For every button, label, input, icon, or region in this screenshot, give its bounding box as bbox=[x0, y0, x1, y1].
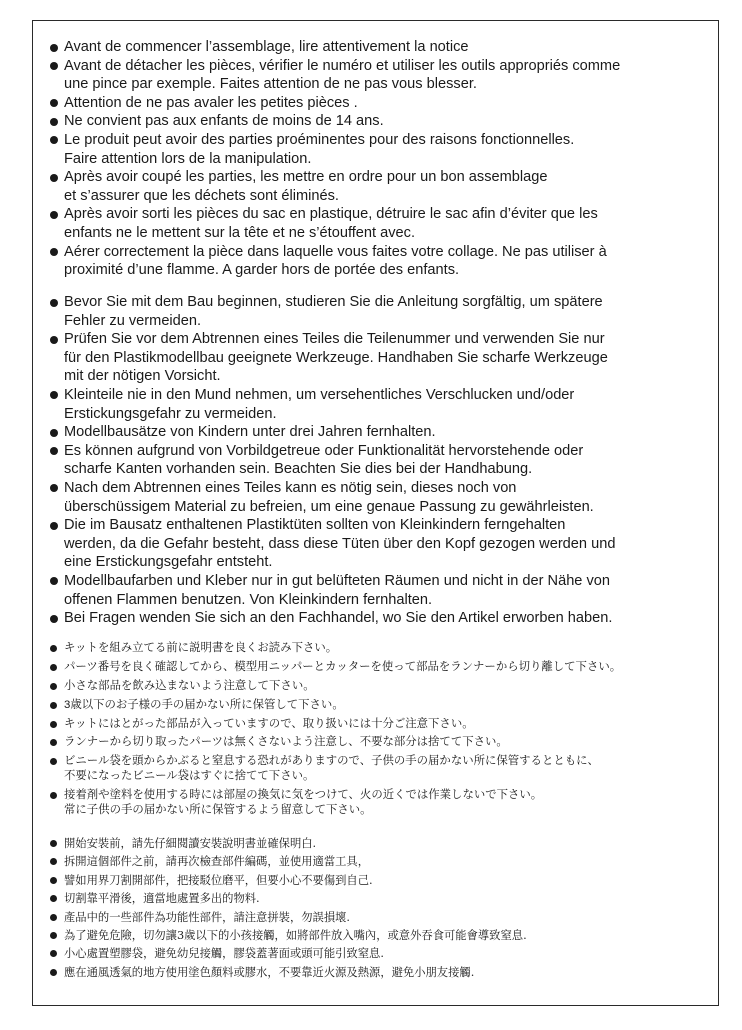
warning-text: Avant de détacher les pièces, vérifier le numéro et utiliser les outils appropriés comme une pince par exemple. Faites attention de ne pas vous blesser. bbox=[64, 57, 621, 93]
warning-item bbox=[50, 873, 712, 888]
bullet-icon bbox=[50, 99, 58, 107]
warning-text: 小さな部品を飲み込まないよう注意して下さい。 bbox=[64, 679, 315, 692]
warning-text: 應在通風透氣的地方使用塗色顏料或膠水，不要靠近火源及熱源，避免小朋友接觸. bbox=[64, 965, 475, 979]
warning-item bbox=[50, 965, 712, 980]
bullet-icon bbox=[50, 615, 58, 623]
bullet-icon bbox=[50, 950, 57, 957]
bullet-icon bbox=[50, 932, 57, 939]
bullet-icon bbox=[50, 62, 58, 70]
warning-item bbox=[50, 293, 712, 330]
warning-text: Modellbaufarben und Kleber nur in gut belüfteten Räumen und nicht in der Nähe von offenen Flammen benutzen. Von Kleinkindern fernhalten. bbox=[64, 572, 611, 608]
bullet-icon bbox=[50, 484, 58, 492]
warning-item bbox=[50, 38, 712, 57]
warning-text: 拆開這個部件之前，請再次檢查部件編碼，並使用適當工具， bbox=[64, 855, 370, 869]
bullet-icon bbox=[50, 858, 57, 865]
warning-text: Bei Fragen wenden Sie sich an den Fachhandel, wo Sie den Artikel erworben haben. bbox=[64, 610, 613, 627]
bullet-icon bbox=[50, 211, 58, 219]
warning-text: Prüfen Sie vor dem Abtrennen eines Teiles die Teilenummer und verwenden Sie nur für den Plastikmodellbau geeignete Werkzeuge. Handhaben Sie scharfe Werkzeuge mit der nötigen Vorsicht. bbox=[64, 331, 608, 385]
warning-text: ビニール袋を頭からかぶると窒息する恐れがありますので、子供の手の届かない所に保管するとともに、 不要になったビニール袋はすぐに捨てて下さい。 bbox=[64, 755, 599, 783]
warning-item bbox=[50, 479, 712, 516]
warning-text: Ne convient pas aux enfants de moins de 14 ans. bbox=[64, 113, 384, 130]
bullet-icon bbox=[50, 248, 58, 256]
warning-item bbox=[50, 735, 712, 750]
warning-item bbox=[50, 910, 712, 925]
warning-text: Die im Bausatz enthaltenen Plastiktüten sollten von Kleinkindern ferngehalten werden, da die Gefahr besteht, dass diese Tüten über den Kopf gezogen werden und eine Erstickungsgefahr entsteht. bbox=[64, 517, 616, 571]
warning-text: Après avoir coupé les parties, les mettre en ordre pour un bon assemblage et s’assurer que les déchets sont éliminés. bbox=[64, 169, 548, 204]
bullet-icon bbox=[50, 44, 58, 52]
bullet-icon bbox=[50, 429, 58, 437]
warning-text: Aérer correctement la pièce dans laquelle vous faites votre collage. Ne pas utiliser à proximité d’une flamme. A garder hors de portée des enfants. bbox=[64, 243, 607, 279]
warning-item bbox=[50, 112, 712, 131]
bullet-icon bbox=[50, 299, 58, 307]
bullet-icon bbox=[50, 136, 58, 144]
bullet-icon bbox=[50, 118, 58, 126]
bullet-icon bbox=[50, 522, 58, 530]
warning-text: 小心處置塑膠袋，避免幼兒接觸，膠袋蓋著面或頭可能引致窒息. bbox=[64, 947, 384, 961]
chinese-warnings bbox=[50, 836, 712, 983]
warning-text: 3歳以下のお子様の手の届かない所に保管して下さい。 bbox=[64, 698, 344, 711]
bullet-icon bbox=[50, 664, 57, 671]
bullet-icon bbox=[50, 792, 57, 799]
warning-text: Nach dem Abtrennen eines Teiles kann es nötig sein, dieses noch von überschüssigem Material zu befreien, um eine genaue Passung zu gewährleisten. bbox=[64, 479, 594, 515]
warning-item bbox=[50, 572, 712, 609]
warning-text: 譬如用界刀割開部件，把接駁位磨平，但要小心不要傷到自己. bbox=[64, 873, 373, 887]
warning-text: Attention de ne pas avaler les petites pièces . bbox=[64, 94, 358, 111]
warning-item bbox=[50, 386, 712, 423]
bullet-icon bbox=[50, 758, 57, 765]
german-warnings bbox=[50, 293, 712, 628]
warning-item bbox=[50, 131, 712, 168]
bullet-icon bbox=[50, 447, 58, 455]
warning-text: 產品中的一些部件為功能性部件，請注意拼裝，勿誤損壞. bbox=[64, 910, 351, 924]
warning-item bbox=[50, 788, 712, 818]
warning-item bbox=[50, 168, 712, 205]
warning-item bbox=[50, 243, 712, 280]
warning-text: 為了避免危險，切勿讓3歲以下的小孩接觸，如將部件放入嘴內，或意外吞食可能會導致窒息. bbox=[64, 928, 527, 942]
warning-item bbox=[50, 330, 712, 386]
french-warnings bbox=[50, 38, 712, 280]
warning-item bbox=[50, 928, 712, 943]
warning-item bbox=[50, 717, 712, 732]
bullet-icon bbox=[50, 877, 57, 884]
bullet-icon bbox=[50, 645, 57, 652]
warning-text: 接着剤や塗料を使用する時には部屋の換気に気をつけて、火の近くでは作業しないで下さい。 常に子供の手の届かない所に保管するよう留意して下さい。 bbox=[64, 789, 543, 817]
warning-text: 切割靠平滑後，適當地處置多出的物料. bbox=[64, 892, 260, 906]
warning-item bbox=[50, 660, 712, 675]
bullet-icon bbox=[50, 914, 57, 921]
warning-text: Kleinteile nie in den Mund nehmen, um versehentliches Verschlucken und/oder Erstickungsgefahr zu vermeiden. bbox=[64, 386, 575, 422]
warning-text: Avant de commencer l’assemblage, lire attentivement la notice bbox=[64, 39, 469, 55]
warning-item bbox=[50, 516, 712, 572]
bullet-icon bbox=[50, 895, 57, 902]
bullet-icon bbox=[50, 702, 57, 709]
bullet-icon bbox=[50, 969, 57, 976]
warning-item bbox=[50, 698, 712, 713]
warning-text: キットにはとがった部品が入っていますので、取り扱いには十分ご注意下さい。 bbox=[64, 717, 474, 730]
warning-item bbox=[50, 679, 712, 694]
warning-item bbox=[50, 836, 712, 851]
bullet-icon bbox=[50, 336, 58, 344]
warning-text: ランナーから切り取ったパーツは無くさないよう注意し、不要な部分は捨てて下さい。 bbox=[64, 736, 508, 749]
japanese-warnings bbox=[50, 641, 712, 822]
warning-item bbox=[50, 609, 712, 628]
bullet-icon bbox=[50, 840, 57, 847]
warning-text: Bevor Sie mit dem Bau beginnen, studieren Sie die Anleitung sorgfältig, um spätere Fehler zu vermeiden. bbox=[64, 294, 603, 329]
bullet-icon bbox=[50, 739, 57, 746]
warning-item bbox=[50, 423, 712, 442]
warning-item bbox=[50, 891, 712, 906]
warning-text: 開始安裝前，請先仔細閱讀安裝說明書並確保明白. bbox=[64, 837, 317, 850]
warning-item bbox=[50, 754, 712, 784]
warning-text: パーツ番号を良く確認してから、模型用ニッパーとカッターを使って部品をランナーから切り離して下さい。 bbox=[64, 660, 622, 673]
warning-item bbox=[50, 946, 712, 961]
bullet-icon bbox=[50, 174, 58, 182]
bullet-icon bbox=[50, 577, 58, 585]
warning-item bbox=[50, 641, 712, 656]
warning-item bbox=[50, 57, 712, 94]
warning-item bbox=[50, 854, 712, 869]
bullet-icon bbox=[50, 683, 57, 690]
warning-text: Modellbausätze von Kindern unter drei Jahren fernhalten. bbox=[64, 424, 436, 441]
warning-item bbox=[50, 205, 712, 242]
bullet-icon bbox=[50, 391, 58, 399]
warning-text: Après avoir sorti les pièces du sac en plastique, détruire le sac afin d’éviter que les enfants ne le mettent sur la tête et ne s’étouffent avec. bbox=[64, 206, 598, 241]
warning-item bbox=[50, 94, 712, 113]
bullet-icon bbox=[50, 721, 57, 728]
warning-text: Es können aufgrund von Vorbildgetreue oder Funktionalität hervorstehende oder scharfe Kanten vorhanden sein. Beachten Sie dies bei der Handhabung. bbox=[64, 442, 584, 478]
warning-item bbox=[50, 442, 712, 479]
warning-text: Le produit peut avoir des parties proéminentes pour des raisons fonctionnelles. Faire attention lors de la manipulation. bbox=[64, 131, 575, 167]
warning-text: キットを組み立てる前に説明書を良くお読み下さい。 bbox=[64, 642, 338, 654]
